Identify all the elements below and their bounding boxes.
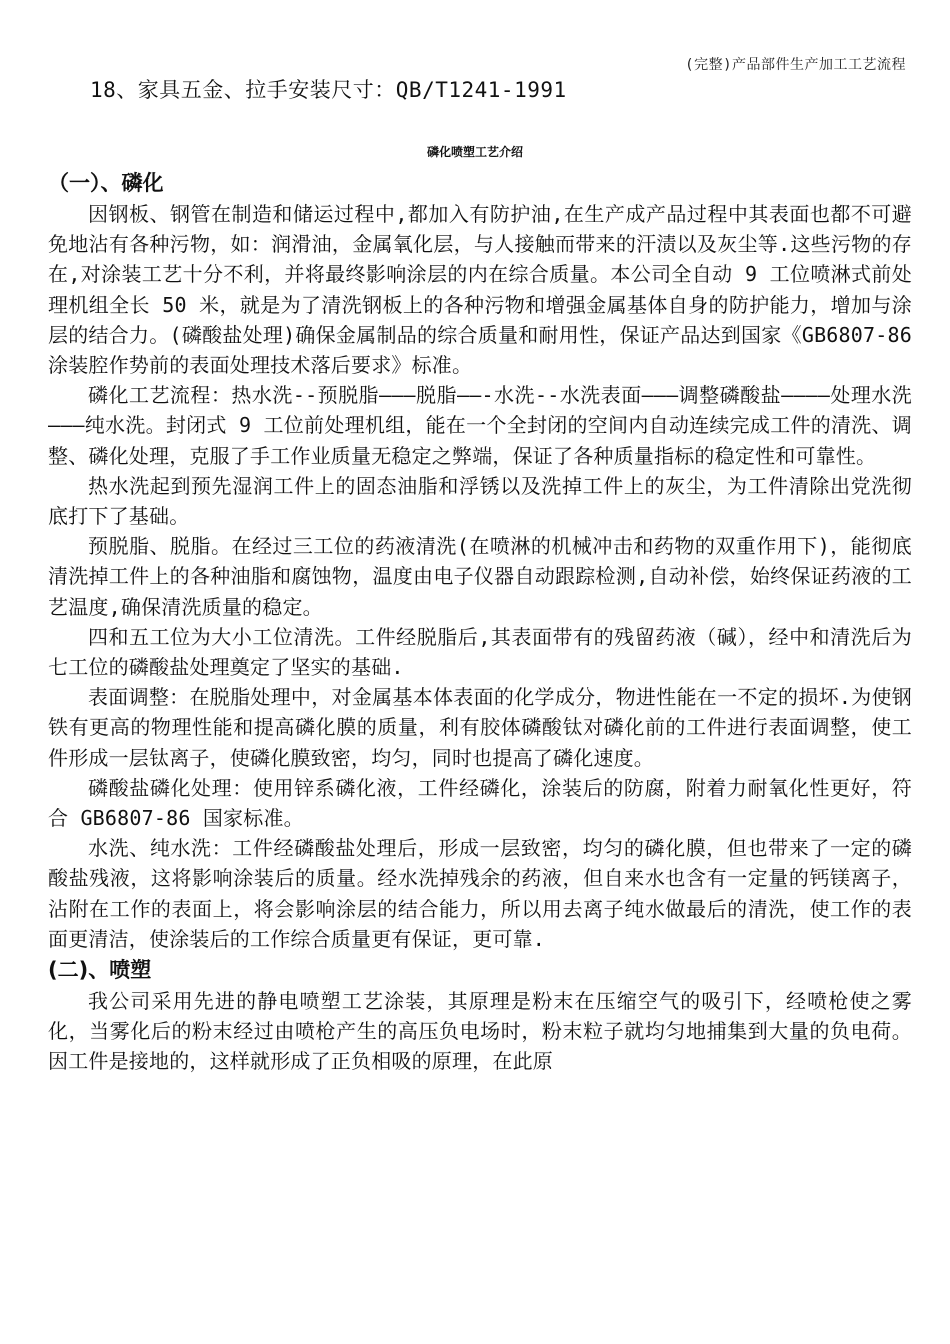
document-title: 磷化喷塑工艺介绍 [426, 145, 523, 159]
paragraph: 四和五工位为大小工位清洗。工件经脱脂后,其表面带有的残留药液（碱），经中和清洗后为七工位的磷酸盐处理奠定了坚实的基础. [48, 624, 912, 680]
standard-reference-line: 18、家具五金、拉手安装尺寸：QB/T1241-1991 [90, 78, 567, 102]
section-phosphating [48, 167, 912, 954]
paragraph: 因钢板、钢管在制造和储运过程中,都加入有防护油,在生产成产品过程中其表面也都不可避免地沾有各种污物，如：润滑油，金属氧化层，与人接触而带来的汗渍以及灰尘等.这些污物的存在,对涂装工艺十分不利，并将最终影响涂层的内在综合质量。本公司全自动 9 工位喷淋式前处理机组全长 50 米，就是为了清洗钢板上的各种污物和增强金属基体自身的防护能力，增加与涂层的结合力。(磷酸盐处理)确保金属制品的综合质量和耐用性，保证产品达到国家《GB6807-86 涂装腔作势前的表面处理技术落后要求》标准。 [48, 202, 912, 378]
paragraph: 预脱脂、脱脂。在经过三工位的药液清洗(在喷淋的机械冲击和药物的双重作用下)，能彻底清洗掉工件上的各种油脂和腐蚀物，温度由电子仪器自动跟踪检测,自动补偿，始终保证药液的工艺温度,确保清洗质量的稳定。 [48, 534, 912, 619]
paragraph: 磷酸盐磷化处理：使用锌系磷化液，工件经磷化，涂装后的防腐，附着力耐氧化性更好，符合 GB6807-86 国家标准。 [48, 775, 912, 831]
paragraph: 水洗、纯水洗：工件经磷酸盐处理后，形成一层致密，均匀的磷化膜，但也带来了一定的磷酸盐残液，这将影响涂装后的质量。经水洗掉残余的药液，但自来水也含有一定量的钙镁离子，沾附在工作的表面上，将会影响涂层的结合能力，所以用去离子纯水做最后的清洗，使工作的表面更清洁，使涂装后的工作综合质量更有保证，更可靠. [48, 836, 912, 951]
document-body [48, 167, 912, 1077]
section-heading: (二)、喷塑 [48, 958, 152, 983]
paragraph: 我公司采用先进的静电喷塑工艺涂装，其原理是粉末在压缩空气的吸引下，经喷枪使之雾化，当雾化后的粉末经过由喷枪产生的高压负电场时，粉末粒子就均匀地捕集到大量的负电荷。因工件是接地的，这样就形成了正负相吸的原理，在此原 [48, 989, 912, 1074]
paragraph: 热水洗起到预先湿润工件上的固态油脂和浮锈以及洗掉工件上的灰尘，为工件清除出党洗彻底打下了基础。 [48, 473, 912, 529]
paragraph: 磷化工艺流程：热水洗--预脱脂———脱脂——-水洗--水洗表面———调整磷酸盐————处理水洗———纯水洗。封闭式 9 工位前处理机组，能在一个全封闭的空间内自动连续完成工件的清洗、调整、磷化处理，克服了手工作业质量无稳定之弊端，保证了各种质量指标的稳定性和可靠性。 [48, 383, 912, 468]
section-powder-coating [48, 954, 912, 1077]
section-heading: （一）、磷化 [48, 171, 164, 195]
running-header: (完整)产品部件生产加工工艺流程 [685, 57, 906, 73]
paragraph: 表面调整：在脱脂处理中，对金属基本体表面的化学成分，物进性能在一不定的损坏.为使钢铁有更高的物理性能和提高磷化膜的质量，利有胶体磷酸钛对磷化前的工件进行表面调整，使工件形成一层钛离子，使磷化膜致密，均匀，同时也提高了磷化速度。 [48, 685, 912, 770]
